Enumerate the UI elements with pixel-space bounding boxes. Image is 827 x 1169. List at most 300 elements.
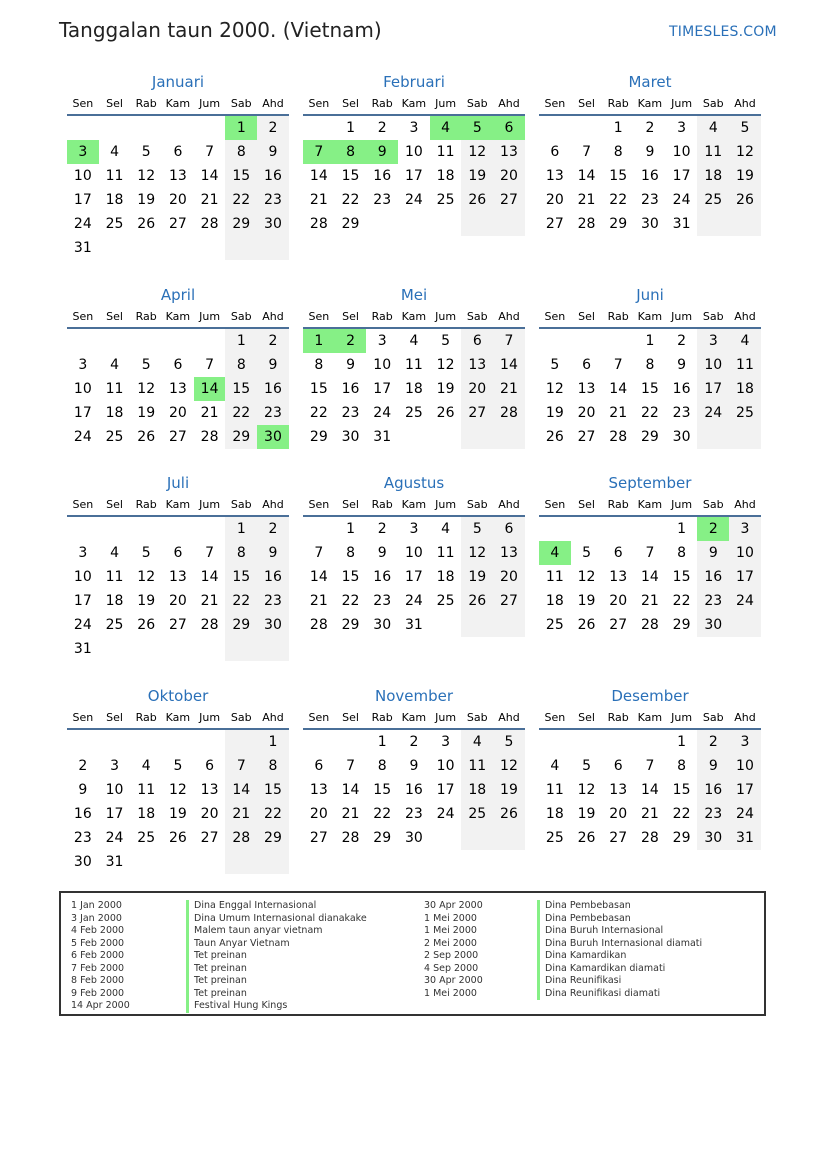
holiday-day[interactable]: 2 (335, 329, 367, 353)
day-cell[interactable]: 13 (168, 569, 187, 585)
day-cell[interactable]: 9 (677, 357, 687, 373)
day-cell[interactable]: 1 (677, 521, 687, 537)
day-cell[interactable]: 23 (373, 593, 392, 609)
day-cell[interactable]: 4 (461, 730, 493, 754)
day-cell[interactable]: 11 (729, 353, 761, 377)
day-cell[interactable]: 14 (640, 782, 659, 798)
day-cell[interactable]: 9 (78, 782, 88, 798)
day-cell[interactable]: 19 (461, 565, 493, 589)
day-cell[interactable]: 5 (550, 357, 560, 373)
day-cell[interactable]: 3 (110, 758, 119, 774)
day-cell[interactable]: 19 (137, 405, 156, 421)
day-cell[interactable]: 29 (373, 830, 392, 846)
day-cell[interactable]: 29 (640, 429, 659, 445)
day-cell[interactable]: 18 (404, 381, 423, 397)
day-cell[interactable]: 14 (225, 778, 257, 802)
day-cell[interactable]: 17 (373, 381, 392, 397)
day-cell[interactable]: 21 (577, 192, 596, 208)
day-cell[interactable]: 27 (577, 429, 596, 445)
day-cell[interactable]: 1 (257, 730, 289, 754)
day-cell[interactable]: 5 (493, 730, 525, 754)
day-cell[interactable]: 30 (697, 613, 729, 637)
day-cell[interactable]: 14 (609, 381, 628, 397)
day-cell[interactable]: 2 (257, 116, 289, 140)
day-cell[interactable]: 4 (409, 333, 419, 349)
day-cell[interactable]: 18 (105, 593, 124, 609)
day-cell[interactable]: 20 (493, 565, 525, 589)
day-cell[interactable]: 7 (225, 754, 257, 778)
day-cell[interactable]: 11 (105, 569, 124, 585)
day-cell[interactable]: 27 (493, 188, 525, 212)
day-cell[interactable]: 25 (105, 429, 124, 445)
day-cell[interactable]: 15 (672, 782, 691, 798)
day-cell[interactable]: 28 (200, 617, 219, 633)
day-cell[interactable]: 29 (341, 617, 360, 633)
day-cell[interactable]: 3 (697, 329, 729, 353)
holiday-day[interactable]: 3 (67, 140, 99, 164)
day-cell[interactable]: 28 (200, 216, 219, 232)
day-cell[interactable]: 21 (200, 405, 219, 421)
day-cell[interactable]: 14 (640, 569, 659, 585)
day-cell[interactable]: 2 (677, 333, 687, 349)
day-cell[interactable]: 8 (677, 545, 687, 561)
day-cell[interactable]: 2 (78, 758, 88, 774)
day-cell[interactable]: 17 (404, 168, 423, 184)
holiday-day[interactable]: 4 (539, 541, 571, 565)
day-cell[interactable]: 6 (173, 545, 183, 561)
day-cell[interactable]: 7 (613, 357, 623, 373)
day-cell[interactable]: 20 (609, 806, 628, 822)
day-cell[interactable]: 26 (168, 830, 187, 846)
holiday-day[interactable]: 4 (430, 116, 462, 140)
day-cell[interactable]: 23 (697, 589, 729, 613)
day-cell[interactable]: 2 (377, 521, 387, 537)
day-cell[interactable]: 19 (729, 164, 761, 188)
day-cell[interactable]: 22 (257, 802, 289, 826)
day-cell[interactable]: 22 (672, 806, 691, 822)
day-cell[interactable]: 14 (309, 569, 328, 585)
day-cell[interactable]: 13 (309, 782, 328, 798)
day-cell[interactable]: 24 (729, 802, 761, 826)
holiday-day[interactable]: 9 (366, 140, 398, 164)
day-cell[interactable]: 31 (672, 216, 691, 232)
day-cell[interactable]: 25 (105, 617, 124, 633)
day-cell[interactable]: 2 (645, 120, 655, 136)
day-cell[interactable]: 27 (461, 401, 493, 425)
day-cell[interactable]: 18 (105, 192, 124, 208)
day-cell[interactable]: 11 (697, 140, 729, 164)
day-cell[interactable]: 23 (73, 830, 92, 846)
day-cell[interactable]: 6 (613, 545, 623, 561)
day-cell[interactable]: 12 (137, 381, 156, 397)
day-cell[interactable]: 7 (205, 545, 215, 561)
day-cell[interactable]: 17 (436, 782, 455, 798)
day-cell[interactable]: 25 (137, 830, 156, 846)
day-cell[interactable]: 28 (609, 429, 628, 445)
day-cell[interactable]: 20 (545, 192, 564, 208)
day-cell[interactable]: 16 (404, 782, 423, 798)
day-cell[interactable]: 25 (545, 830, 564, 846)
day-cell[interactable]: 11 (545, 782, 564, 798)
day-cell[interactable]: 20 (309, 806, 328, 822)
day-cell[interactable]: 15 (341, 569, 360, 585)
day-cell[interactable]: 6 (205, 758, 215, 774)
day-cell[interactable]: 23 (257, 589, 289, 613)
day-cell[interactable]: 11 (436, 144, 455, 160)
day-cell[interactable]: 11 (137, 782, 156, 798)
day-cell[interactable]: 10 (404, 545, 423, 561)
day-cell[interactable]: 30 (640, 216, 659, 232)
holiday-day[interactable]: 30 (257, 425, 289, 449)
day-cell[interactable]: 6 (314, 758, 324, 774)
day-cell[interactable]: 26 (461, 188, 493, 212)
day-cell[interactable]: 8 (377, 758, 387, 774)
day-cell[interactable]: 1 (613, 120, 623, 136)
day-cell[interactable]: 15 (609, 168, 628, 184)
day-cell[interactable]: 9 (346, 357, 355, 373)
day-cell[interactable]: 27 (168, 216, 187, 232)
day-cell[interactable]: 26 (137, 216, 156, 232)
day-cell[interactable]: 8 (225, 353, 257, 377)
day-cell[interactable]: 17 (672, 168, 691, 184)
day-cell[interactable]: 31 (105, 854, 124, 870)
day-cell[interactable]: 17 (73, 593, 92, 609)
day-cell[interactable]: 31 (73, 641, 92, 657)
day-cell[interactable]: 22 (672, 593, 691, 609)
day-cell[interactable]: 22 (309, 405, 328, 421)
day-cell[interactable]: 28 (493, 401, 525, 425)
day-cell[interactable]: 15 (309, 381, 328, 397)
day-cell[interactable]: 19 (577, 806, 596, 822)
day-cell[interactable]: 29 (225, 425, 257, 449)
day-cell[interactable]: 18 (436, 569, 455, 585)
holiday-day[interactable]: 14 (194, 377, 226, 401)
day-cell[interactable]: 29 (225, 212, 257, 236)
day-cell[interactable]: 29 (257, 826, 289, 850)
day-cell[interactable]: 5 (441, 333, 451, 349)
day-cell[interactable]: 9 (697, 541, 729, 565)
day-cell[interactable]: 17 (105, 806, 124, 822)
day-cell[interactable]: 2 (409, 734, 419, 750)
day-cell[interactable]: 10 (73, 569, 92, 585)
day-cell[interactable]: 21 (200, 593, 219, 609)
day-cell[interactable]: 26 (493, 802, 525, 826)
day-cell[interactable]: 22 (373, 806, 392, 822)
day-cell[interactable]: 13 (545, 168, 564, 184)
day-cell[interactable]: 10 (436, 758, 455, 774)
day-cell[interactable]: 10 (73, 168, 92, 184)
day-cell[interactable]: 20 (168, 405, 187, 421)
day-cell[interactable]: 5 (729, 116, 761, 140)
day-cell[interactable]: 8 (257, 754, 289, 778)
day-cell[interactable]: 19 (493, 778, 525, 802)
day-cell[interactable]: 4 (441, 521, 451, 537)
day-cell[interactable]: 13 (461, 353, 493, 377)
day-cell[interactable]: 9 (257, 353, 289, 377)
day-cell[interactable]: 5 (141, 357, 151, 373)
day-cell[interactable]: 25 (545, 617, 564, 633)
day-cell[interactable]: 4 (110, 144, 119, 160)
day-cell[interactable]: 23 (404, 806, 423, 822)
day-cell[interactable]: 28 (577, 216, 596, 232)
day-cell[interactable]: 21 (225, 802, 257, 826)
day-cell[interactable]: 15 (257, 778, 289, 802)
day-cell[interactable]: 26 (577, 617, 596, 633)
day-cell[interactable]: 18 (545, 593, 564, 609)
day-cell[interactable]: 12 (436, 357, 455, 373)
day-cell[interactable]: 28 (225, 826, 257, 850)
day-cell[interactable]: 31 (73, 240, 92, 256)
day-cell[interactable]: 22 (609, 192, 628, 208)
day-cell[interactable]: 12 (137, 569, 156, 585)
day-cell[interactable]: 8 (314, 357, 324, 373)
day-cell[interactable]: 11 (105, 168, 124, 184)
day-cell[interactable]: 17 (73, 405, 92, 421)
day-cell[interactable]: 1 (225, 517, 257, 541)
day-cell[interactable]: 25 (436, 192, 455, 208)
day-cell[interactable]: 5 (173, 758, 183, 774)
day-cell[interactable]: 28 (200, 429, 219, 445)
day-cell[interactable]: 9 (409, 758, 419, 774)
day-cell[interactable]: 10 (729, 541, 761, 565)
day-cell[interactable]: 24 (404, 593, 423, 609)
day-cell[interactable]: 14 (341, 782, 360, 798)
day-cell[interactable]: 9 (697, 754, 729, 778)
day-cell[interactable]: 13 (493, 140, 525, 164)
day-cell[interactable]: 16 (73, 806, 92, 822)
day-cell[interactable]: 6 (550, 144, 560, 160)
day-cell[interactable]: 16 (697, 778, 729, 802)
day-cell[interactable]: 28 (309, 617, 328, 633)
day-cell[interactable]: 12 (577, 569, 596, 585)
day-cell[interactable]: 11 (105, 381, 124, 397)
day-cell[interactable]: 26 (137, 617, 156, 633)
day-cell[interactable]: 21 (341, 806, 360, 822)
day-cell[interactable]: 11 (436, 545, 455, 561)
day-cell[interactable]: 12 (168, 782, 187, 798)
day-cell[interactable]: 18 (137, 806, 156, 822)
day-cell[interactable]: 4 (110, 357, 119, 373)
day-cell[interactable]: 10 (373, 357, 392, 373)
day-cell[interactable]: 7 (205, 144, 215, 160)
day-cell[interactable]: 11 (404, 357, 423, 373)
day-cell[interactable]: 26 (436, 405, 455, 421)
day-cell[interactable]: 8 (346, 545, 355, 561)
day-cell[interactable]: 16 (257, 565, 289, 589)
day-cell[interactable]: 25 (436, 593, 455, 609)
day-cell[interactable]: 27 (168, 429, 187, 445)
day-cell[interactable]: 15 (373, 782, 392, 798)
day-cell[interactable]: 26 (729, 188, 761, 212)
day-cell[interactable]: 18 (729, 377, 761, 401)
day-cell[interactable]: 3 (441, 734, 451, 750)
day-cell[interactable]: 30 (73, 854, 92, 870)
day-cell[interactable]: 29 (672, 830, 691, 846)
day-cell[interactable]: 5 (141, 545, 151, 561)
day-cell[interactable]: 19 (137, 192, 156, 208)
day-cell[interactable]: 14 (200, 168, 219, 184)
day-cell[interactable]: 15 (640, 381, 659, 397)
day-cell[interactable]: 7 (582, 144, 591, 160)
day-cell[interactable]: 16 (640, 168, 659, 184)
day-cell[interactable]: 10 (73, 381, 92, 397)
day-cell[interactable]: 15 (341, 168, 360, 184)
day-cell[interactable]: 6 (493, 517, 525, 541)
day-cell[interactable]: 19 (545, 405, 564, 421)
day-cell[interactable]: 26 (137, 429, 156, 445)
day-cell[interactable]: 2 (377, 120, 387, 136)
day-cell[interactable]: 27 (609, 830, 628, 846)
day-cell[interactable]: 31 (373, 429, 392, 445)
day-cell[interactable]: 27 (200, 830, 219, 846)
day-cell[interactable]: 16 (341, 381, 360, 397)
day-cell[interactable]: 15 (225, 164, 257, 188)
day-cell[interactable]: 17 (729, 565, 761, 589)
day-cell[interactable]: 20 (168, 192, 187, 208)
day-cell[interactable]: 2 (257, 517, 289, 541)
day-cell[interactable]: 15 (672, 569, 691, 585)
day-cell[interactable]: 24 (404, 192, 423, 208)
day-cell[interactable]: 27 (545, 216, 564, 232)
day-cell[interactable]: 9 (645, 144, 655, 160)
day-cell[interactable]: 24 (436, 806, 455, 822)
brand-link[interactable]: TIMESLES.COM (669, 24, 777, 40)
day-cell[interactable]: 24 (105, 830, 124, 846)
day-cell[interactable]: 7 (205, 357, 215, 373)
day-cell[interactable]: 16 (373, 168, 392, 184)
day-cell[interactable]: 3 (409, 521, 419, 537)
day-cell[interactable]: 13 (577, 381, 596, 397)
day-cell[interactable]: 31 (729, 826, 761, 850)
day-cell[interactable]: 1 (346, 120, 355, 136)
day-cell[interactable]: 24 (73, 429, 92, 445)
day-cell[interactable]: 14 (493, 353, 525, 377)
day-cell[interactable]: 28 (640, 617, 659, 633)
holiday-day[interactable]: 1 (303, 329, 335, 353)
day-cell[interactable]: 27 (609, 617, 628, 633)
day-cell[interactable]: 13 (168, 168, 187, 184)
day-cell[interactable]: 17 (729, 778, 761, 802)
day-cell[interactable]: 21 (640, 806, 659, 822)
day-cell[interactable]: 8 (225, 140, 257, 164)
day-cell[interactable]: 19 (577, 593, 596, 609)
day-cell[interactable]: 9 (257, 541, 289, 565)
day-cell[interactable]: 12 (729, 140, 761, 164)
day-cell[interactable]: 14 (309, 168, 328, 184)
day-cell[interactable]: 30 (672, 429, 691, 445)
day-cell[interactable]: 3 (78, 545, 88, 561)
day-cell[interactable]: 21 (609, 405, 628, 421)
day-cell[interactable]: 1 (677, 734, 687, 750)
day-cell[interactable]: 21 (640, 593, 659, 609)
day-cell[interactable]: 6 (613, 758, 623, 774)
holiday-day[interactable]: 5 (461, 116, 493, 140)
day-cell[interactable]: 6 (173, 144, 183, 160)
day-cell[interactable]: 7 (314, 545, 324, 561)
day-cell[interactable]: 21 (493, 377, 525, 401)
day-cell[interactable]: 20 (461, 377, 493, 401)
day-cell[interactable]: 13 (168, 381, 187, 397)
day-cell[interactable]: 21 (200, 192, 219, 208)
day-cell[interactable]: 8 (677, 758, 687, 774)
day-cell[interactable]: 14 (200, 569, 219, 585)
day-cell[interactable]: 24 (729, 589, 761, 613)
day-cell[interactable]: 3 (409, 120, 419, 136)
day-cell[interactable]: 26 (461, 589, 493, 613)
day-cell[interactable]: 29 (309, 429, 328, 445)
day-cell[interactable]: 19 (436, 381, 455, 397)
day-cell[interactable]: 25 (729, 401, 761, 425)
day-cell[interactable]: 4 (729, 329, 761, 353)
day-cell[interactable]: 15 (225, 377, 257, 401)
day-cell[interactable]: 23 (341, 405, 360, 421)
day-cell[interactable]: 29 (341, 216, 360, 232)
day-cell[interactable]: 20 (577, 405, 596, 421)
day-cell[interactable]: 23 (257, 188, 289, 212)
day-cell[interactable]: 31 (404, 617, 423, 633)
day-cell[interactable]: 8 (613, 144, 623, 160)
day-cell[interactable]: 16 (373, 569, 392, 585)
day-cell[interactable]: 6 (461, 329, 493, 353)
day-cell[interactable]: 12 (137, 168, 156, 184)
day-cell[interactable]: 10 (672, 144, 691, 160)
day-cell[interactable]: 16 (697, 565, 729, 589)
day-cell[interactable]: 3 (78, 357, 88, 373)
day-cell[interactable]: 7 (346, 758, 355, 774)
day-cell[interactable]: 28 (341, 830, 360, 846)
day-cell[interactable]: 1 (346, 521, 355, 537)
day-cell[interactable]: 17 (697, 377, 729, 401)
day-cell[interactable]: 12 (461, 541, 493, 565)
day-cell[interactable]: 29 (672, 617, 691, 633)
day-cell[interactable]: 18 (545, 806, 564, 822)
day-cell[interactable]: 16 (672, 381, 691, 397)
day-cell[interactable]: 5 (582, 545, 591, 561)
day-cell[interactable]: 3 (729, 730, 761, 754)
day-cell[interactable]: 21 (309, 192, 328, 208)
day-cell[interactable]: 9 (257, 140, 289, 164)
day-cell[interactable]: 6 (582, 357, 591, 373)
day-cell[interactable]: 12 (461, 140, 493, 164)
day-cell[interactable]: 21 (309, 593, 328, 609)
day-cell[interactable]: 18 (461, 778, 493, 802)
day-cell[interactable]: 15 (225, 565, 257, 589)
day-cell[interactable]: 25 (697, 188, 729, 212)
day-cell[interactable]: 19 (137, 593, 156, 609)
day-cell[interactable]: 20 (168, 593, 187, 609)
day-cell[interactable]: 12 (545, 381, 564, 397)
day-cell[interactable]: 30 (697, 826, 729, 850)
day-cell[interactable]: 23 (373, 192, 392, 208)
day-cell[interactable]: 29 (609, 216, 628, 232)
day-cell[interactable]: 14 (577, 168, 596, 184)
holiday-day[interactable]: 8 (335, 140, 367, 164)
day-cell[interactable]: 30 (341, 429, 360, 445)
day-cell[interactable]: 19 (461, 164, 493, 188)
day-cell[interactable]: 1 (645, 333, 655, 349)
day-cell[interactable]: 22 (341, 593, 360, 609)
day-cell[interactable]: 13 (493, 541, 525, 565)
day-cell[interactable]: 7 (645, 758, 655, 774)
day-cell[interactable]: 20 (200, 806, 219, 822)
day-cell[interactable]: 22 (225, 401, 257, 425)
day-cell[interactable]: 4 (141, 758, 151, 774)
day-cell[interactable]: 13 (609, 569, 628, 585)
day-cell[interactable]: 27 (493, 589, 525, 613)
day-cell[interactable]: 30 (373, 617, 392, 633)
day-cell[interactable]: 20 (493, 164, 525, 188)
day-cell[interactable]: 30 (257, 212, 289, 236)
